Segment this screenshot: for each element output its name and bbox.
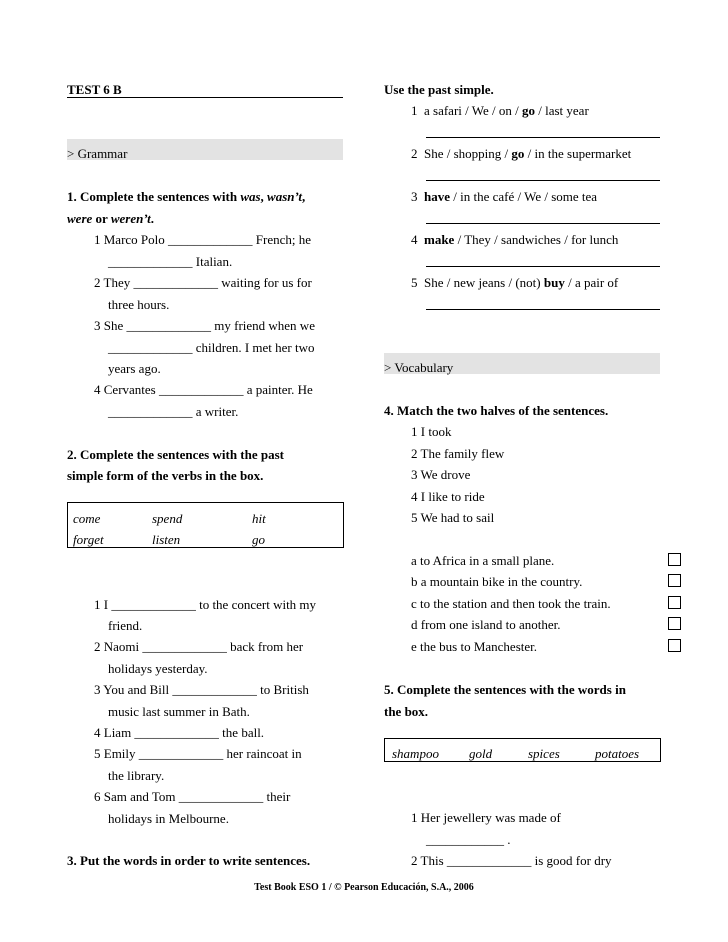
- grammar-section-title: > Grammar: [67, 146, 128, 161]
- ex4-start: 3 We drove: [411, 467, 471, 482]
- ex3-subinstruction: Use the past simple.: [384, 82, 494, 97]
- ex1-line: 4 Cervantes _____________ a painter. He: [94, 382, 313, 397]
- word-box-word: come: [73, 511, 101, 526]
- ex2-line: 4 Liam _____________ the ball.: [94, 725, 265, 740]
- ex4-start: 4 I like to ride: [411, 489, 485, 504]
- ex1-line: 3 She _____________ my friend when we: [94, 318, 315, 333]
- ex3-item: 2 She / shopping / go / in the supermarket: [411, 146, 632, 161]
- word-box-word: hit: [252, 511, 266, 526]
- word-box-word: potatoes: [595, 746, 640, 761]
- ex3-instruction: 3. Put the words in order to write sentences.: [67, 853, 311, 868]
- ex2-line: 5 Emily _____________ her raincoat in: [94, 746, 302, 761]
- answer-line[interactable]: [426, 180, 660, 181]
- ex5-line: 1 Her jewellery was made of: [411, 810, 561, 825]
- ex1-line: years ago.: [108, 361, 161, 376]
- ex2-line: music last summer in Bath.: [108, 704, 250, 719]
- ex4-end: e the bus to Manchester.: [411, 639, 537, 654]
- answer-line[interactable]: [426, 137, 660, 138]
- ex3-item: 4 make / They / sandwiches / for lunch: [411, 232, 619, 247]
- ex2-line: 6 Sam and Tom _____________ their: [94, 789, 291, 804]
- ex1-instruction-line2: were or weren’t.: [67, 211, 155, 226]
- test-title: TEST 6 B: [67, 82, 122, 97]
- ex3-item: 1 a safari / We / on / go / last year: [411, 103, 589, 118]
- word-box-word: forget: [73, 532, 104, 547]
- ex4-start: 1 I took: [411, 424, 452, 439]
- word-box-word: listen: [152, 532, 181, 547]
- word-box-word: go: [252, 532, 265, 547]
- page-footer: Test Book ESO 1 / © Pearson Educación, S.A., 2006: [254, 882, 474, 893]
- ex3-item: 3 have / in the café / We / some tea: [411, 189, 598, 204]
- ex2-line: holidays in Melbourne.: [108, 811, 229, 826]
- ex2-line: holidays yesterday.: [108, 661, 208, 676]
- ex1-line: _____________ children. I met her two: [108, 340, 315, 355]
- ex2-instruction-line1: 2. Complete the sentences with the past: [67, 447, 285, 462]
- ex4-start: 5 We had to sail: [411, 510, 495, 525]
- ex4-end: d from one island to another.: [411, 617, 561, 632]
- answer-line[interactable]: [426, 266, 660, 267]
- ex4-end: a to Africa in a small plane.: [411, 553, 555, 568]
- ex2-line: friend.: [108, 618, 143, 633]
- ex2-instruction-line2: simple form of the verbs in the box.: [67, 468, 264, 483]
- ex4-instruction: 4. Match the two halves of the sentences.: [384, 403, 609, 418]
- vocabulary-section-title: > Vocabulary: [384, 360, 454, 375]
- answer-checkbox[interactable]: [668, 617, 681, 630]
- answer-checkbox[interactable]: [668, 596, 681, 609]
- ex4-end: c to the station and then took the train.: [411, 596, 611, 611]
- ex2-line: 2 Naomi _____________ back from her: [94, 639, 304, 654]
- answer-line[interactable]: [426, 309, 660, 310]
- ex2-line: 1 I _____________ to the concert with my: [94, 597, 317, 612]
- ex1-line: 1 Marco Polo _____________ French; he: [94, 232, 312, 247]
- ex4-start: 2 The family flew: [411, 446, 505, 461]
- ex5-line: ____________ .: [426, 832, 511, 847]
- answer-line[interactable]: [426, 223, 660, 224]
- answer-checkbox[interactable]: [668, 639, 681, 652]
- ex1-instruction-line1: 1. Complete the sentences with was, wasn’t,: [67, 189, 306, 204]
- word-box-word: spend: [152, 511, 183, 526]
- ex2-word-box: [67, 502, 344, 548]
- ex5-instruction-line2: the box.: [384, 704, 429, 719]
- ex4-end: b a mountain bike in the country.: [411, 574, 583, 589]
- ex5-instruction-line1: 5. Complete the sentences with the words in: [384, 682, 626, 697]
- ex3-item: 5 She / new jeans / (not) buy / a pair of: [411, 275, 619, 290]
- ex1-line: 2 They _____________ waiting for us for: [94, 275, 312, 290]
- ex1-line: three hours.: [108, 297, 170, 312]
- ex2-line: 3 You and Bill _____________ to British: [94, 682, 309, 697]
- word-box-word: gold: [469, 746, 493, 761]
- ex5-line: 2 This _____________ is good for dry: [411, 853, 612, 868]
- word-box-word: shampoo: [392, 746, 439, 761]
- ex2-line: the library.: [108, 768, 165, 783]
- answer-checkbox[interactable]: [668, 574, 681, 587]
- ex1-line: _____________ Italian.: [108, 254, 233, 269]
- title-rule: [67, 97, 343, 98]
- ex1-line: _____________ a writer.: [108, 404, 239, 419]
- word-box-word: spices: [528, 746, 560, 761]
- answer-checkbox[interactable]: [668, 553, 681, 566]
